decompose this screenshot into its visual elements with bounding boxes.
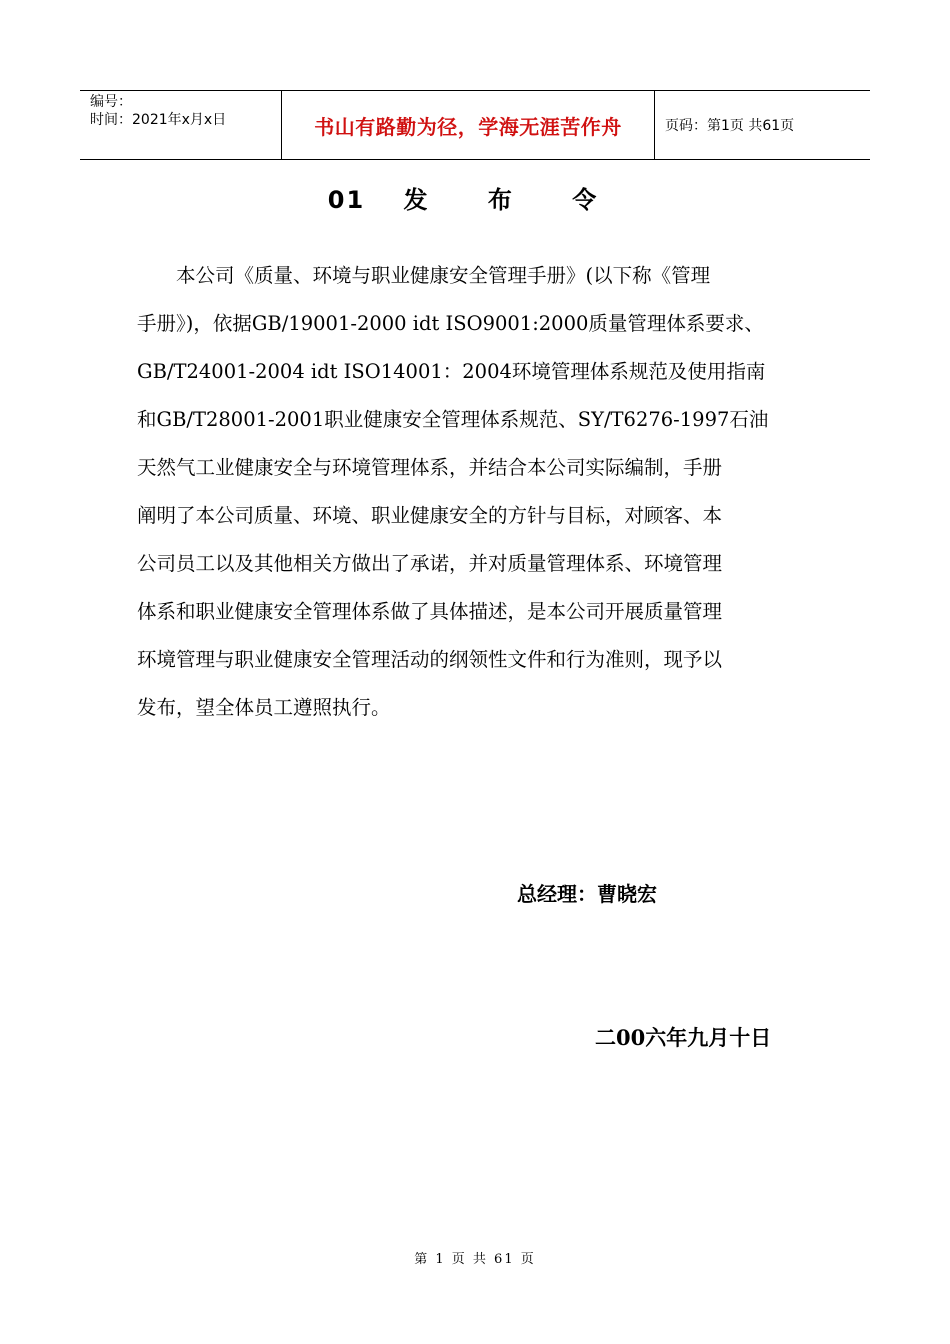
signature: 总经理：曹晓宏: [517, 882, 657, 906]
body-line: 和GB/T28001-2001职业健康安全管理体系规范、SY/T6276-1997石油: [137, 408, 769, 431]
body-line: 本公司《质量、环境与职业健康安全管理手册》(以下称《管理: [137, 264, 711, 287]
title-number: 01: [327, 186, 366, 214]
body-paragraph: [137, 252, 827, 732]
motto: 书山有路勤为径，学海无涯苦作舟: [314, 114, 622, 139]
document-header: [80, 90, 870, 160]
title-text: 发 布 令: [403, 186, 623, 214]
body-line: 公司员工以及其他相关方做出了承诺，并对质量管理体系、环境管理: [137, 552, 723, 575]
page-footer: 第 1 页 共 61 页: [414, 1252, 536, 1267]
body-line: 发布，望全体员工遵照执行。: [137, 696, 391, 719]
body-line: GB/T24001-2004 idt ISO14001：2004环境管理体系规范及使用指南: [137, 360, 766, 383]
body-line: 手册》)，依据GB/19001-2000 idt ISO9001:2000质量管理体系要求、: [137, 312, 764, 335]
page-title: [0, 180, 950, 215]
time-label: 时间：2021年x月x日: [90, 112, 227, 128]
header-page-cell: [655, 91, 870, 159]
page-info: 页码：第1页 共61页: [665, 118, 795, 134]
body-line: 环境管理与职业健康安全管理活动的纲领性文件和行为准则，现予以: [137, 648, 723, 671]
body-line: 体系和职业健康安全管理体系做了具体描述，是本公司开展质量管理: [137, 600, 723, 623]
number-label: 编号：: [90, 94, 132, 110]
issue-date: 二00六年九月十日: [595, 1025, 772, 1050]
header-meta: [80, 91, 282, 159]
body-line: 天然气工业健康安全与环境管理体系，并结合本公司实际编制，手册: [137, 456, 723, 479]
body-line: 阐明了本公司质量、环境、职业健康安全的方针与目标，对顾客、本: [137, 504, 723, 527]
header-motto-cell: [282, 91, 655, 159]
